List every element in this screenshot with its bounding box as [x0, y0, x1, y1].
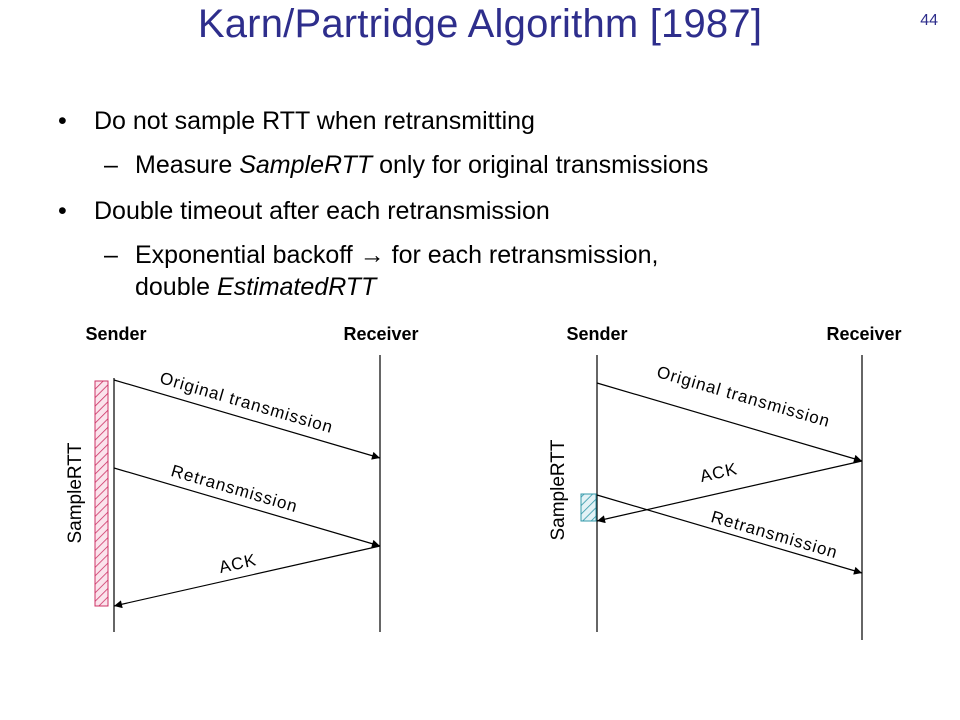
slide-number: 44 [920, 12, 938, 29]
sub-bullet-marker: – [104, 151, 118, 179]
sender-label: Sender [85, 324, 147, 344]
sender-label: Sender [566, 324, 628, 344]
bullet-1: Do not sample RTT when retransmitting [94, 107, 535, 135]
retransmission-label: Retransmission [168, 461, 301, 517]
sub-bullet-2-part1: double [135, 273, 218, 301]
sub-bullet-1-term: SampleRTT [239, 151, 373, 179]
slide-title: Karn/Partridge Algorithm [1987] [197, 2, 763, 46]
sub-bullet-marker: – [104, 241, 118, 269]
bullet-2: Double timeout after each retransmission [94, 197, 550, 225]
arrow-retransmission [597, 495, 862, 573]
ack-label: ACK [217, 550, 259, 578]
sub-bullet-2-term: EstimatedRTT [217, 273, 377, 301]
original-transmission-label: Original transmission [654, 362, 833, 432]
arrow-original-transmission [114, 380, 380, 458]
sample-rtt-label: SampleRTT [548, 439, 569, 541]
diagram-right [548, 324, 902, 640]
diagram-left [65, 324, 419, 632]
sub-bullet-2-line1: Exponential backoff → for each retransmission, [135, 241, 659, 269]
sample-rtt-bar [95, 381, 108, 606]
sample-rtt-bar [581, 494, 596, 521]
receiver-label: Receiver [826, 324, 902, 344]
receiver-label: Receiver [343, 324, 419, 344]
arrow-retransmission [114, 468, 380, 546]
sample-rtt-label: SampleRTT [65, 442, 86, 544]
retransmission-label: Retransmission [708, 507, 841, 563]
ack-label: ACK [698, 459, 740, 487]
bullet-marker: • [58, 197, 67, 225]
sub-bullet-1-part1: Measure [135, 151, 240, 179]
original-transmission-label: Original transmission [157, 368, 336, 438]
sub-bullet-1-part3: only for original transmissions [372, 151, 709, 179]
bullet-marker: • [58, 107, 67, 135]
